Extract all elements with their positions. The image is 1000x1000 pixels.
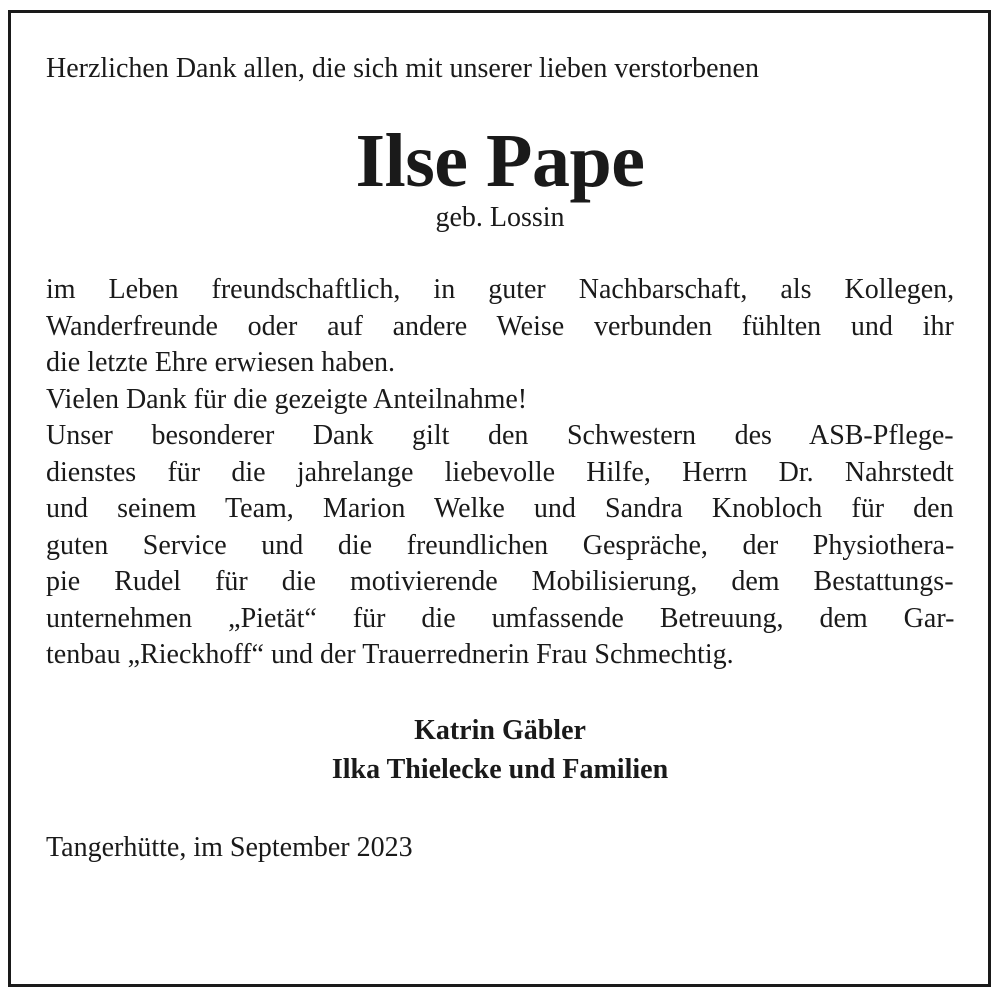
body-line: tenbau „Rieckhoff“ und der Trauerrednerin Frau Schmechtig. [46, 639, 734, 670]
birth-name: geb. Lossin [435, 202, 565, 233]
body-line: unternehmen „Pietät“ für die umfassende Betreuung, dem Gar- [46, 602, 955, 634]
body-line: die letzte Ehre erwiesen haben. [46, 347, 396, 378]
signer-name: Katrin Gäbler [414, 714, 586, 746]
signer-name: Ilka Thielecke und Familien [331, 753, 669, 785]
body-line: Wanderfreunde oder auf andere Weise verbunden fühlten und ihr [46, 310, 954, 342]
body-line: im Leben freundschaftlich, in guter Nachbarschaft, als Kollegen, [46, 274, 955, 305]
thank-you-body [46, 272, 954, 674]
deceased-name: Ilse Pape [355, 119, 645, 203]
body-line: pie Rudel für die motivierende Mobilisierung, dem Bestattungs- [46, 566, 954, 597]
intro-text: Herzlichen Dank allen, die sich mit unserer lieben verstorbenen [46, 53, 759, 84]
body-line: Vielen Dank für die gezeigte Anteilnahme! [46, 383, 528, 415]
body-line: dienstes für die jahrelange liebevolle Hilfe, Herrn Dr. Nahrstedt [46, 456, 954, 488]
place-and-date: Tangerhütte, im September 2023 [46, 831, 413, 863]
body-line: und seinem Team, Marion Welke und Sandra Knobloch für den [46, 493, 954, 524]
signers-block [46, 711, 954, 789]
body-line: Unser besonderer Dank gilt den Schwestern des ASB-Pflege- [46, 420, 954, 451]
obituary-thank-you-notice [46, 51, 954, 866]
body-line: guten Service und die freundlichen Gespräche, der Physiothera- [46, 529, 955, 561]
